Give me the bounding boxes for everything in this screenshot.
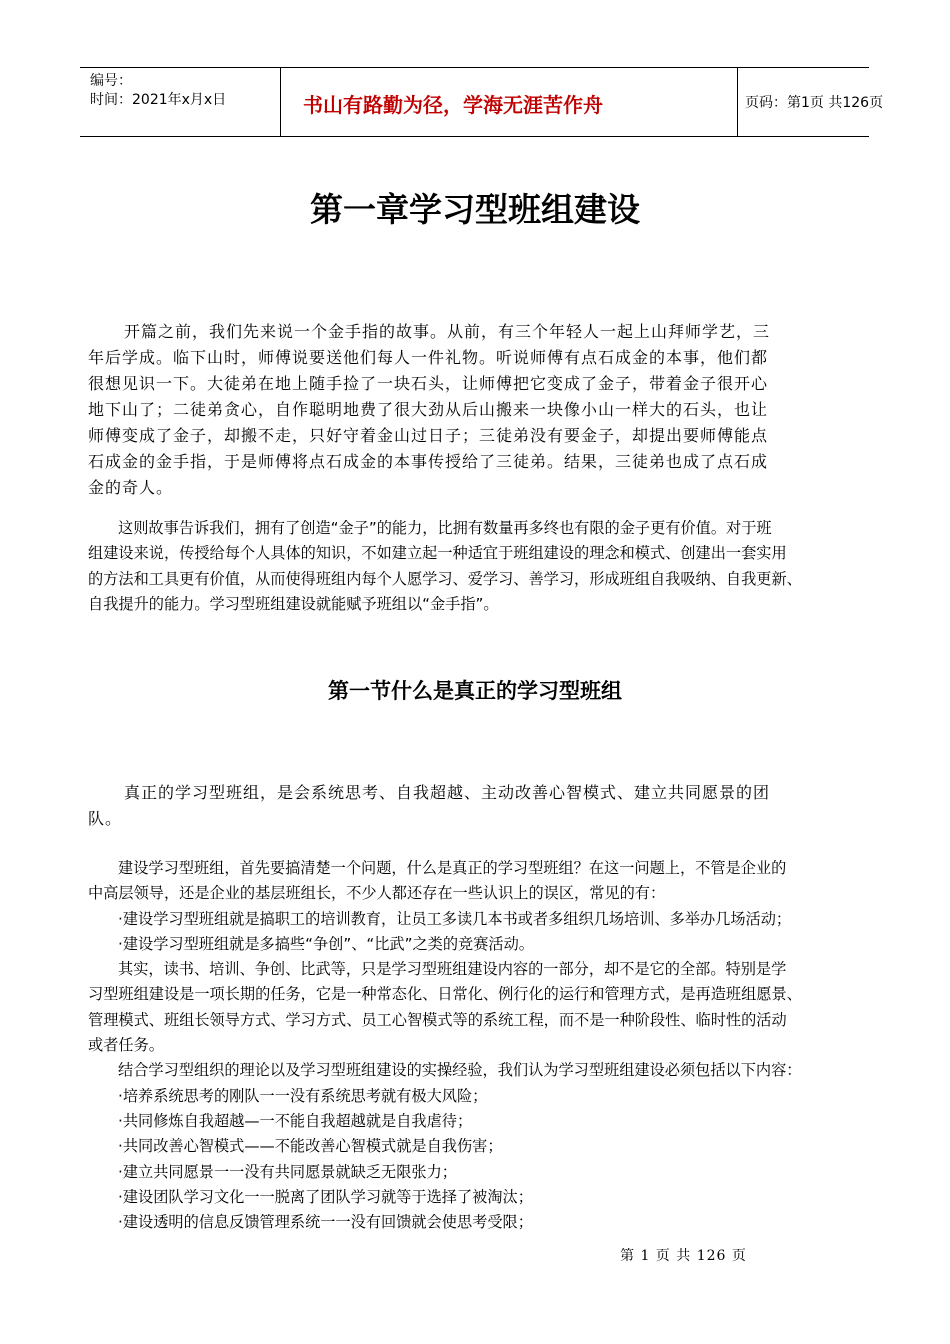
paragraph-line: 自我提升的能力。学习型班组建设就能赋予班组以“金手指”。	[88, 594, 499, 613]
bullet-line: ·建设学习型班组就是多搞些“争创”、“比武”之类的竞赛活动。	[118, 934, 534, 953]
paragraph-line: 金的奇人。	[88, 478, 174, 497]
header-motto-cell	[280, 68, 738, 136]
paragraph-line: 组建设来说，传授给每个人具体的知识，不如建立起一种适宜于班组建设的理念和模式、创建出一套实用	[88, 544, 787, 563]
bullet-line: ·建设团队学习文化一一脱离了团队学习就等于选择了被淘汰；	[118, 1187, 533, 1206]
body-paragraphs	[88, 856, 878, 1235]
paragraph-line: 或者任务。	[88, 1036, 164, 1055]
bullet-line: ·培养系统思考的刚队一一没有系统思考就有极大风险；	[118, 1086, 488, 1105]
paragraph-line: 队。	[88, 809, 123, 828]
paragraph-line: 建设学习型班组，首先要搞清楚一个问题，什么是真正的学习型班组？在这一问题上，不管是企业的	[118, 859, 787, 877]
paragraph-line: 其实，读书、培训、争创、比武等，只是学习型班组建设内容的一部分，却不是它的全部。特别是学	[118, 960, 787, 979]
paragraph-line: 中高层领导，还是企业的基层班组长，不少人都还存在一些认识上的误区，常见的有：	[88, 884, 666, 903]
paragraph-line: 师傅变成了金子，却搬不走，只好守着金山过日子；三徒弟没有要金子，却提出要师傅能点	[88, 426, 769, 445]
bullet-line: ·建设学习型班组就是搞职工的培训教育，让员工多读几本书或者多组织几场培训、多举办几场活动；	[118, 909, 792, 928]
paragraph-line: 很想见识一下。大徒弟在地上随手捡了一块石头，让师傅把它变成了金子，带着金子很开心	[88, 374, 769, 393]
paragraph-line: 的方法和工具更有价值，从而使得班组内每个人愿学习、爱学习、善学习，形成班组自我吸纳、自我更新、	[88, 569, 802, 588]
header-table	[80, 67, 884, 137]
paragraph-line: 结合学习型组织的理论以及学习型班组建设的实操经验，我们认为学习型班组建设必须包括以下内容：	[118, 1061, 802, 1080]
document-number: 编号：	[90, 73, 132, 89]
paragraph-line: 真正的学习型班组，是会系统思考、自我超越、主动改善心智模式、建立共同愿景的团	[124, 783, 771, 802]
document-date: 时间：2021年x月x日	[90, 92, 227, 108]
bullet-line: ·建立共同愿景一一没有共同愿景就缺乏无限张力；	[118, 1162, 457, 1181]
intro-story-paragraph	[88, 319, 878, 501]
paragraph-line: 这则故事告诉我们，拥有了创造“金子”的能力，比拥有数量再多终也有限的金子更有价值。对于班	[118, 519, 772, 537]
motto: 书山有路勤为径，学海无涯苦作舟	[303, 93, 603, 117]
header-page-cell	[737, 68, 884, 136]
paragraph-line: 习型班组建设是一项长期的任务，它是一种常态化、日常化、例行化的运行和管理方式，是再造班组愿景、	[88, 985, 802, 1004]
chapter-title: 第一章学习型班组建设	[310, 190, 640, 229]
definition-paragraph	[88, 780, 878, 832]
paragraph-line: 管理模式、班组长领导方式、学习方式、员工心智模式等的系统工程，而不是一种阶段性、临时性的活动	[88, 1010, 787, 1029]
paragraph-line: 年后学成。临下山时，师傅说要送他们每人一件礼物。听说师傅有点石成金的本事，他们都	[88, 348, 769, 367]
paragraph-line: 地下山了；二徒弟贪心，自作聪明地费了很大劲从后山搬来一块像小山一样大的石头，也让	[88, 400, 769, 419]
bullet-line: ·共同修炼自我超越—一不能自我超越就是自我虐待；	[118, 1111, 473, 1130]
intro-lesson-paragraph	[88, 516, 878, 617]
section-title: 第一节什么是真正的学习型班组	[328, 679, 622, 703]
page-code: 页码：第1页 共126页	[745, 95, 884, 111]
header-meta-cell	[80, 68, 280, 136]
bullet-line: ·共同改善心智模式——不能改善心智模式就是自我伤害；	[118, 1137, 503, 1156]
paragraph-line: 开篇之前，我们先来说一个金手指的故事。从前，有三个年轻人一起上山拜师学艺，三	[124, 322, 771, 341]
bullet-line: ·建设透明的信息反馈管理系统一一没有回馈就会使思考受限；	[118, 1213, 533, 1232]
page-footer: 第 1 页 共 126 页	[620, 1248, 747, 1264]
paragraph-line: 石成金的金手指，于是师傅将点石成金的本事传授给了三徒弟。结果，三徒弟也成了点石成	[88, 452, 769, 471]
